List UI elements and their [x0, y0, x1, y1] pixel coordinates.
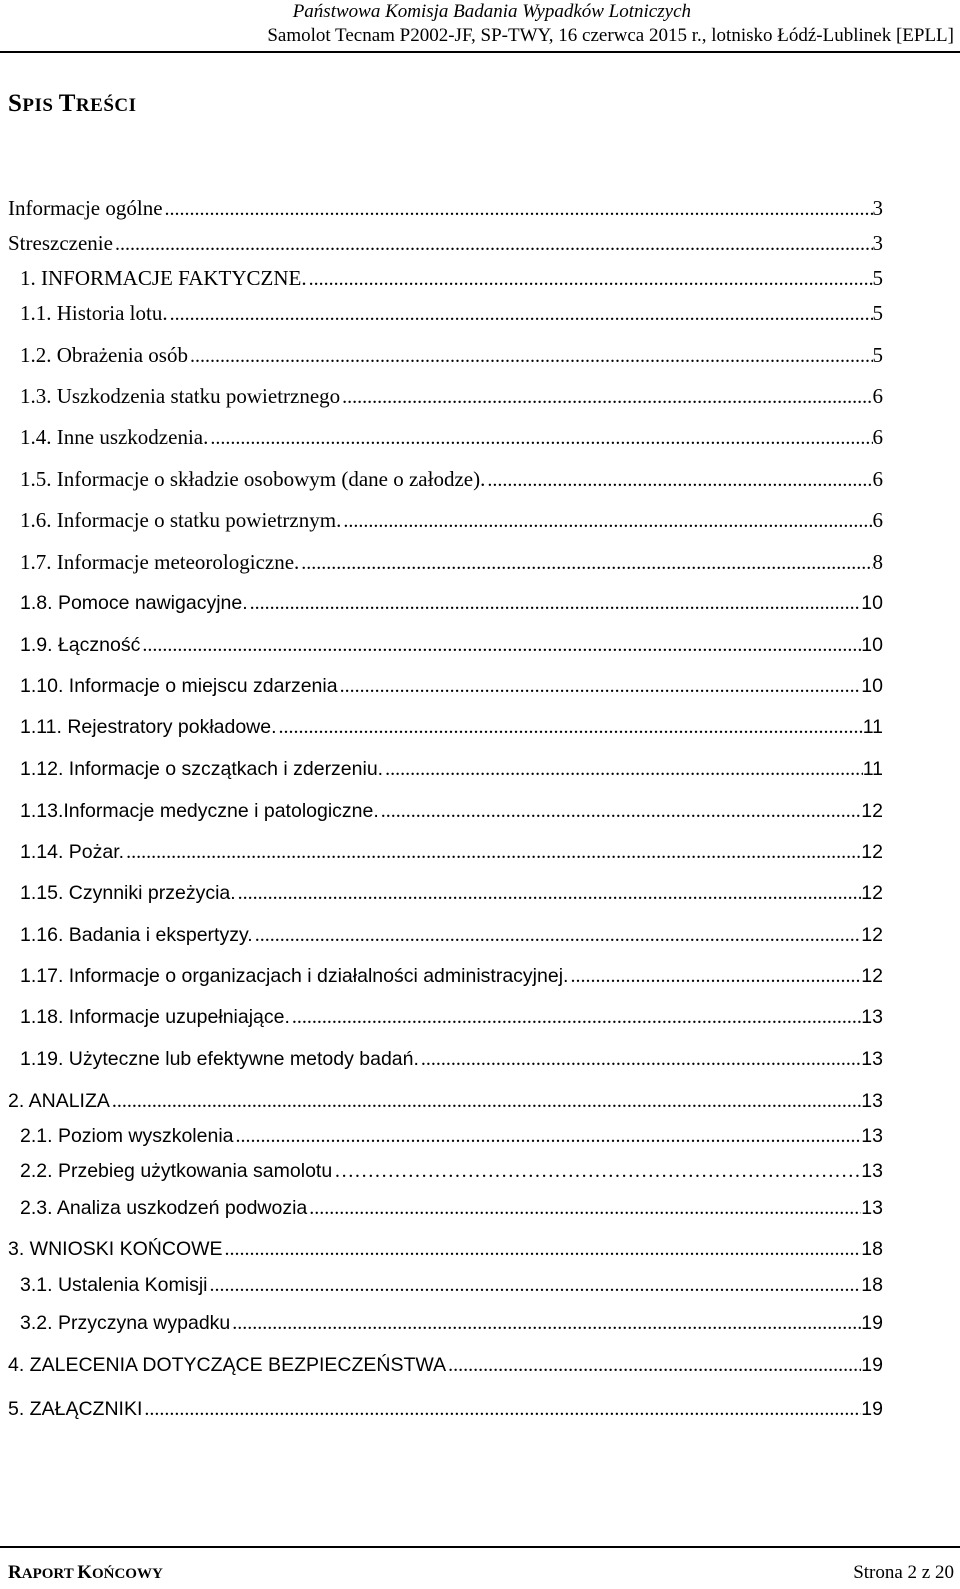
toc-entry[interactable] — [20, 550, 883, 578]
toc-entry[interactable] — [20, 266, 883, 294]
toc-entry-label: 1.10. Informacje o miejscu zdarzenia — [20, 675, 338, 697]
toc-entry-page: 6 — [872, 384, 883, 408]
toc-entry-label: 2.2. Przebieg użytkowania samolotu — [20, 1160, 333, 1182]
toc-entry-page: 13 — [861, 1048, 883, 1070]
toc-heading-t: T — [58, 90, 76, 117]
toc-entry[interactable] — [20, 343, 883, 371]
toc-entry[interactable] — [8, 231, 883, 259]
toc-entry-label: 1.14. Pożar. — [20, 841, 125, 863]
toc-entry-label: 1.2. Obrażenia osób — [20, 343, 188, 367]
toc-entry-label: 1.5. Informacje o składzie osobowym (dane o załodze). — [20, 467, 486, 491]
toc-entry-page: 12 — [861, 924, 883, 946]
toc-entry-label: 3. WNIOSKI KOŃCOWE — [8, 1238, 223, 1260]
toc-entry-page: 5 — [872, 343, 883, 367]
toc-dot-leader — [208, 1274, 862, 1297]
toc-dot-leader — [340, 386, 872, 409]
toc-dot-leader — [419, 1048, 861, 1071]
toc-entry-label: 1.13.Informacje medyczne i patologiczne. — [20, 800, 379, 822]
toc-entry-page: 3 — [872, 196, 883, 220]
toc-entry[interactable] — [20, 467, 883, 495]
toc-entry[interactable] — [8, 1090, 883, 1118]
toc-entry-page: 12 — [861, 965, 883, 987]
footer-divider — [0, 1546, 960, 1548]
toc-dot-leader — [446, 1354, 861, 1377]
toc-dot-leader — [379, 800, 862, 823]
toc-dot-leader — [332, 1160, 861, 1183]
toc-entry[interactable] — [20, 716, 883, 744]
toc-heading — [8, 90, 137, 118]
toc-dot-leader — [230, 1312, 861, 1335]
toc-dot-leader — [163, 198, 873, 221]
toc-dot-leader — [234, 1125, 862, 1148]
toc-entry-label: 1.11. Rejestratory pokładowe. — [20, 716, 277, 738]
toc-dot-leader — [307, 268, 873, 291]
footer-r: R — [8, 1562, 22, 1583]
toc-dot-leader — [236, 882, 862, 905]
toc-dot-leader — [110, 1090, 861, 1113]
toc-entry-page: 3 — [872, 231, 883, 255]
toc-dot-leader — [568, 965, 861, 988]
toc-dot-leader — [290, 1006, 861, 1029]
toc-entry-label: 1.7. Informacje meteorologiczne. — [20, 550, 300, 574]
toc-dot-leader — [485, 469, 872, 492]
toc-entry[interactable] — [8, 1398, 883, 1426]
footer-k-rest: OŃCOWY — [91, 1566, 163, 1582]
toc-entry[interactable] — [20, 965, 883, 993]
toc-entry[interactable] — [20, 592, 883, 620]
toc-entry[interactable] — [20, 301, 883, 329]
toc-entry[interactable] — [20, 924, 883, 952]
toc-dot-leader — [253, 924, 862, 947]
toc-entry-label: 1.1. Historia lotu. — [20, 301, 168, 325]
toc-entry-page: 13 — [861, 1090, 883, 1112]
toc-entry[interactable] — [20, 508, 883, 536]
page-header — [0, 0, 960, 53]
toc-dot-leader — [338, 675, 862, 698]
toc-entry-label: 1.16. Badania i ekspertyzy. — [20, 924, 253, 946]
toc-entry[interactable] — [20, 1160, 883, 1188]
toc-entry-label: Informacje ogólne — [8, 196, 163, 220]
toc-entry[interactable] — [20, 758, 883, 786]
toc-entry-label: 4. ZALECENIA DOTYCZĄCE BEZPIECZEŃSTWA — [8, 1354, 447, 1376]
toc-entry-label: 2.3. Analiza uszkodzeń podwozia — [20, 1197, 308, 1219]
toc-entry-label: 1. INFORMACJE FAKTYCZNE. — [20, 266, 307, 290]
toc-dot-leader — [124, 841, 861, 864]
toc-entry[interactable] — [8, 1238, 883, 1266]
toc-entry-page: 19 — [861, 1354, 883, 1376]
toc-dot-leader — [223, 1238, 862, 1261]
toc-entry-page: 19 — [861, 1312, 883, 1334]
toc-entry-page: 6 — [872, 467, 883, 491]
toc-entry-page: 8 — [872, 550, 883, 574]
toc-entry-label: 1.6. Informacje o statku powietrznym. — [20, 508, 342, 532]
toc-entry-page: 19 — [861, 1398, 883, 1420]
toc-dot-leader — [113, 233, 873, 256]
toc-entry-label: 1.15. Czynniki przeżycia. — [20, 882, 236, 904]
toc-dot-leader — [299, 552, 872, 575]
toc-entry-label: Streszczenie — [8, 231, 113, 255]
toc-entry-page: 13 — [861, 1160, 883, 1182]
header-organization: Państwowa Komisja Badania Wypadków Lotniczych — [292, 1, 691, 22]
toc-entry-page: 13 — [861, 1006, 883, 1028]
toc-entry-page: 6 — [872, 425, 883, 449]
footer-k: K — [77, 1562, 92, 1583]
toc-entry[interactable] — [20, 1006, 883, 1034]
toc-entry[interactable] — [20, 1274, 883, 1302]
toc-entry-label: 5. ZAŁĄCZNIKI — [8, 1398, 143, 1420]
toc-entry-page: 11 — [862, 716, 883, 738]
toc-entry[interactable] — [20, 882, 883, 910]
toc-entry[interactable] — [20, 1197, 883, 1225]
footer-report-label — [8, 1562, 163, 1584]
toc-dot-leader — [248, 592, 862, 615]
toc-dot-leader — [168, 303, 873, 326]
toc-entry-page: 11 — [862, 758, 883, 780]
toc-entry-label: 1.8. Pomoce nawigacyjne. — [20, 592, 248, 614]
toc-entry-label: 3.2. Przyczyna wypadku — [20, 1312, 231, 1334]
toc-entry-page: 12 — [861, 882, 883, 904]
toc-heading-s-rest: PIS — [22, 95, 59, 116]
toc-entry[interactable] — [20, 384, 883, 412]
toc-entry[interactable] — [8, 196, 883, 224]
toc-entry[interactable] — [20, 800, 883, 828]
toc-dot-leader — [140, 634, 861, 657]
toc-entry-page: 13 — [861, 1197, 883, 1219]
toc-entry-label: 1.12. Informacje o szczątkach i zderzeniu. — [20, 758, 384, 780]
toc-entry-page: 12 — [861, 800, 883, 822]
toc-entry[interactable] — [20, 1048, 883, 1076]
toc-entry-label: 2. ANALIZA — [8, 1090, 110, 1112]
toc-dot-leader — [307, 1197, 861, 1220]
toc-dot-leader — [277, 716, 863, 739]
toc-entry-page: 10 — [861, 675, 883, 697]
toc-entry-page: 6 — [872, 508, 883, 532]
toc-entry-label: 1.17. Informacje o organizacjach i działalności administracyjnej. — [20, 965, 569, 987]
toc-entry-label: 2.1. Poziom wyszkolenia — [20, 1125, 234, 1147]
toc-entry[interactable] — [20, 425, 883, 453]
toc-dot-leader — [383, 758, 863, 781]
footer-page-number: Strona 2 z 20 — [853, 1562, 954, 1583]
toc-entry-page: 18 — [861, 1238, 883, 1260]
toc-entry[interactable] — [20, 675, 883, 703]
toc-entry[interactable] — [20, 1312, 883, 1340]
toc-entry-label: 1.19. Użyteczne lub efektywne metody badań. — [20, 1048, 419, 1070]
toc-entry-page: 5 — [872, 301, 883, 325]
toc-heading-t-rest: REŚCI — [75, 95, 137, 116]
toc-dot-leader — [208, 427, 872, 450]
toc-heading-s: S — [8, 90, 23, 117]
toc-entry-label: 1.18. Informacje uzupełniające. — [20, 1006, 290, 1028]
toc-entry-label: 1.4. Inne uszkodzenia. — [20, 425, 209, 449]
toc-dot-leader — [188, 345, 873, 368]
toc-entry-page: 12 — [861, 841, 883, 863]
toc-entry[interactable] — [8, 1354, 883, 1382]
toc-dot-leader — [341, 510, 872, 533]
toc-entry-page: 5 — [872, 266, 883, 290]
toc-entry-page: 10 — [861, 634, 883, 656]
toc-entry-label: 1.3. Uszkodzenia statku powietrznego — [20, 384, 341, 408]
toc-entry-label: 3.1. Ustalenia Komisji — [20, 1274, 208, 1296]
toc-entry-page: 18 — [861, 1274, 883, 1296]
footer-r-rest: APORT — [21, 1566, 78, 1582]
toc-entry-label: 1.9. Łączność — [20, 634, 141, 656]
toc-entry-page: 13 — [861, 1125, 883, 1147]
header-subject: Samolot Tecnam P2002-JF, SP-TWY, 16 czerwca 2015 r., lotnisko Łódź-Lublinek [EPLL] — [267, 25, 954, 46]
toc-entry[interactable] — [20, 634, 883, 662]
toc-entry[interactable] — [20, 1125, 883, 1153]
toc-dot-leader — [142, 1398, 861, 1421]
toc-entry[interactable] — [20, 841, 883, 869]
toc-entry-page: 10 — [861, 592, 883, 614]
